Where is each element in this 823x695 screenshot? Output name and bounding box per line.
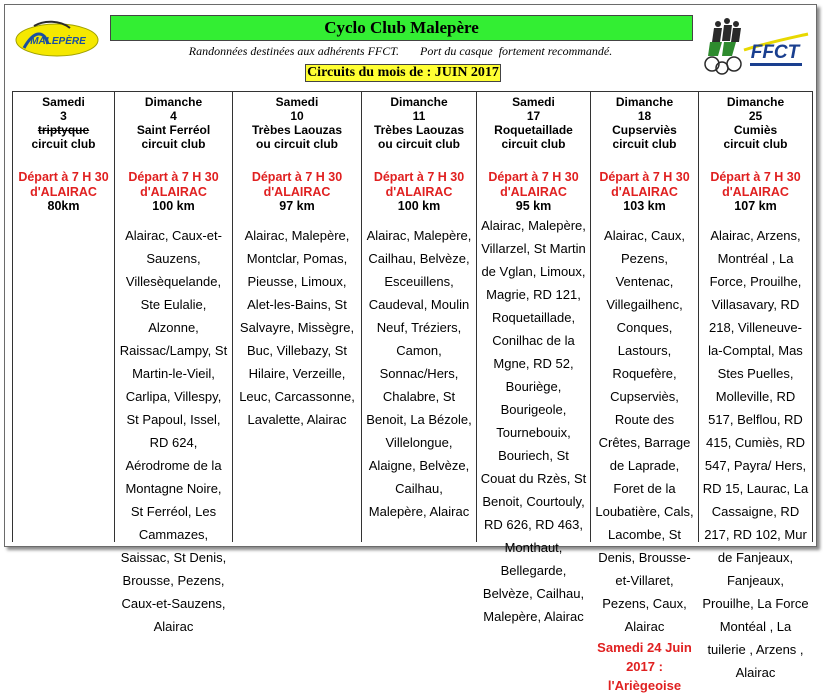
day-column <box>114 92 232 634</box>
club-logo <box>14 18 100 60</box>
distance: 100 km <box>397 199 441 213</box>
distance: 95 km <box>515 199 552 213</box>
route-description: Alairac, Caux-et-Sauzens, Villesèquelande, Ste Eulalie, Alzonne, Raissac/Lampy, St Martin-le-Vieil, Carlipa, Villespy, St Papoul, Issel, RD 624, Aérodrome de la Montagne Noire, St Ferréol, Les Cammazes, Saissac, St Denis, Brousse, Pezens, Caux-et-Sauzens, Alairac <box>119 228 228 634</box>
day-date: 3 <box>60 109 67 123</box>
route-description: Alairac, Arzens, Montréal , La Force, Prouilhe, Villasavary, RD 218, Villeneuve-la-Comptal, Mas Stes Puelles, Molleville, RD 517, Belflou, RD 415, Cumiès, RD 547, Payra/ Hers, RD 15, Laurac, La Cassaigne, RD 217, RD 102, Mur de Fanjeaux, Fanjeaux, Prouilhe, La Force Montéal , La tuilerie , Arzens , Alairac <box>702 228 809 680</box>
ride-kind: circuit club <box>501 137 566 151</box>
day-date: 4 <box>170 109 177 123</box>
day-column <box>361 92 476 542</box>
ride-name: Cumiès <box>733 123 778 137</box>
day-date: 25 <box>748 109 763 123</box>
departure-info: Départ à 7 H 30 d'ALAIRAC <box>251 170 343 199</box>
day-weekday: Samedi <box>275 95 319 109</box>
distance: 107 km <box>734 199 777 213</box>
departure-info: Départ à 7 H 30 d'ALAIRAC <box>488 170 579 199</box>
day-weekday: Dimanche <box>390 95 448 109</box>
day-header <box>233 95 361 151</box>
day-weekday: Samedi <box>512 95 555 109</box>
ride-kind: ou circuit club <box>255 137 338 151</box>
ffct-logo <box>700 12 810 78</box>
ride-name: Trèbes Laouzas <box>373 123 465 137</box>
distance: 97 km <box>279 199 315 213</box>
day-column <box>590 92 698 693</box>
ffct-logo-text: FFCT <box>750 42 800 63</box>
ride-kind: ou circuit club <box>377 137 460 151</box>
day-weekday: Dimanche <box>144 95 203 109</box>
day-column <box>476 92 590 624</box>
day-weekday: Dimanche <box>726 95 785 109</box>
ride-name: Trèbes Laouzas <box>251 123 343 137</box>
departure-info: Départ à 7 H 30 d'ALAIRAC <box>599 170 690 199</box>
route-description: Alairac, Malepère, Cailhau, Belvèze, Esceuillens, Caudeval, Moulin Neuf, Tréziers, Camon, Sonnac/Hers, Chalabre, St Benoit, La Bézole, Villelongue, Alaigne, Belvèze, Cailhau, Malepère, Alairac <box>366 228 472 519</box>
event-note: Samedi 24 Juin 2017 : l'Ariègeoise <box>597 640 692 693</box>
ride-kind: circuit club <box>31 137 96 151</box>
day-header <box>13 95 114 151</box>
ride-name: Saint Ferréol <box>136 123 211 137</box>
day-column <box>232 92 361 542</box>
ride-kind: circuit club <box>141 137 206 151</box>
day-header <box>115 95 232 151</box>
day-column <box>698 92 813 680</box>
departure-info: Départ à 7 H 30 d'ALAIRAC <box>710 170 801 199</box>
distance: 103 km <box>623 199 666 213</box>
ride-name: triptyque <box>37 123 90 137</box>
month-banner: Circuits du mois de : JUIN 2017 <box>305 64 501 82</box>
ride-kind: circuit club <box>612 137 677 151</box>
route-description: Alairac, Caux, Pezens, Ventenac, Villegailhenc, Conques, Lastours, Roquefère, Cupserviès, Route des Crêtes, Barrage de Laprade, Foret de la Loubatière, Cals, Lacombe, St Denis, Brousse-et-Villaret, Pezens, Caux, Alairac <box>595 228 694 634</box>
day-date: 18 <box>637 109 652 123</box>
departure-info: Départ à 7 H 30 d'ALAIRAC <box>373 170 465 199</box>
day-weekday: Samedi <box>42 95 85 109</box>
day-header <box>591 95 698 151</box>
club-logo-text: MALEPÈRE <box>30 36 86 47</box>
day-header <box>477 95 590 151</box>
departure-info: Départ à 7 H 30 d'ALAIRAC <box>128 170 219 199</box>
page-title: Cyclo Club Malepère <box>110 15 693 41</box>
ride-name: Cupserviès <box>612 123 677 137</box>
ride-kind: circuit club <box>723 137 788 151</box>
day-date: 10 <box>290 109 304 123</box>
day-date: 11 <box>412 109 426 123</box>
distance: 100 km <box>152 199 195 213</box>
day-header <box>362 95 476 151</box>
route-description: Alairac, Malepère, Montclar, Pomas, Pieusse, Limoux, Alet-les-Bains, St Salvayre, Missègre, Buc, Villebazy, St Hilaire, Verzeille, Leuc, Carcassonne, Lavalette, Alairac <box>239 228 355 427</box>
day-column <box>12 92 114 542</box>
distance: 80km <box>47 199 80 213</box>
subtitle: Randonnées destinées aux adhérents FFCT. Port du casque fortement recommandé. <box>188 44 613 58</box>
ride-name: Roquetaillade <box>494 123 573 137</box>
route-description: Alairac, Malepère, Villarzel, St Martin de Vglan, Limoux, Magrie, RD 121, Roquetaillade, Conilhac de la Mgne, RD 52, Bouriège, Bourigeole, Tournebouix, Bouriech, St Couat du Rzès, St Benoit, Courtouly, RD 626, RD 463, Monthaut, Bellegarde, Belvèze, Cailhau, Malepère, Alairac <box>480 218 587 624</box>
day-header <box>699 95 812 151</box>
day-weekday: Dimanche <box>615 95 674 109</box>
departure-info: Départ à 7 H 30 d'ALAIRAC <box>18 170 109 199</box>
day-date: 17 <box>526 109 541 123</box>
